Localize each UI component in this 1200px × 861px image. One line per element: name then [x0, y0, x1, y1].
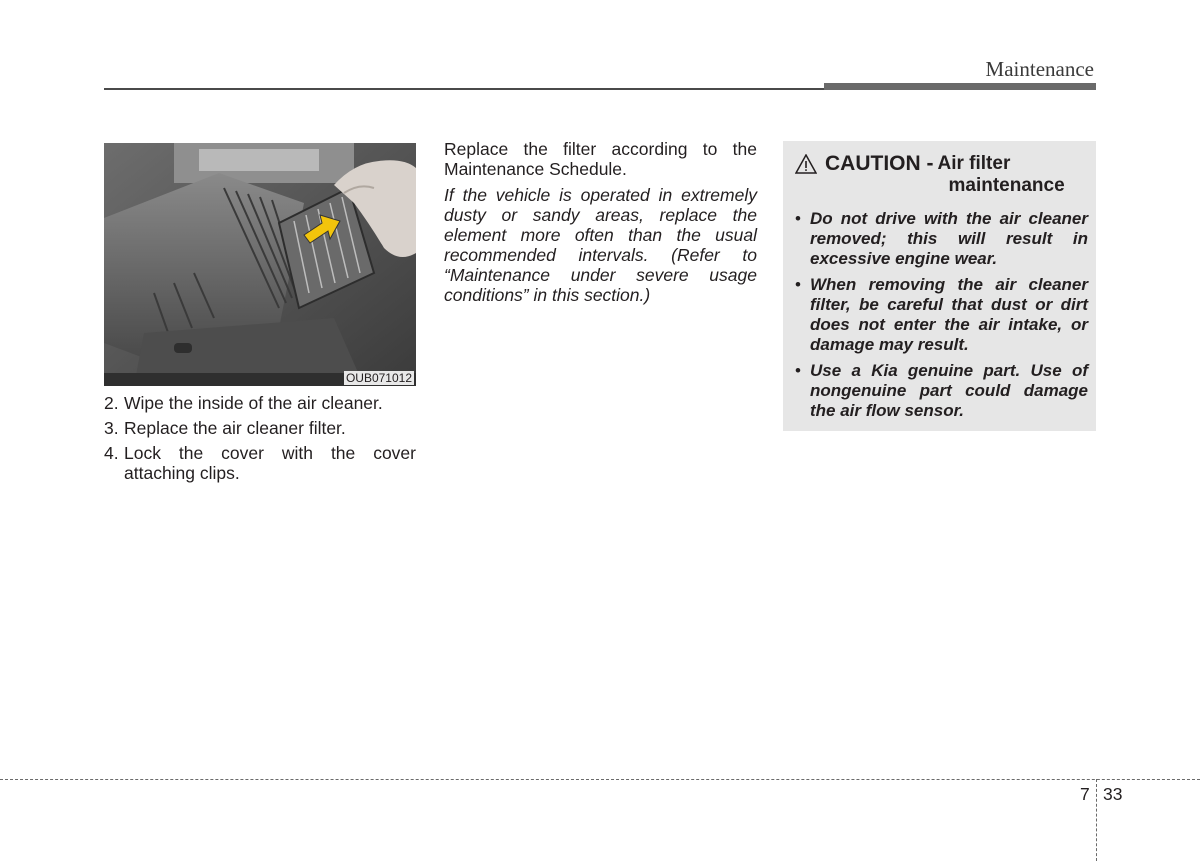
- list-item: [104, 393, 416, 413]
- steps-list: [104, 393, 416, 488]
- list-item: • Do not drive with the air cleaner removed; this will result in excessive engine wear.: [795, 209, 1088, 269]
- list-item: [104, 443, 416, 483]
- step-number: 2.: [104, 393, 119, 413]
- list-item: [104, 418, 416, 438]
- filter-replacement-text: [444, 139, 757, 311]
- caution-label: CAUTION -: [825, 152, 934, 175]
- figure-code: OUB071012: [345, 371, 412, 385]
- step-number: 3.: [104, 418, 119, 438]
- step-text: Wipe the inside of the air cleaner.: [124, 393, 383, 413]
- footer-divider: [1096, 779, 1097, 861]
- header-rule-accent: [824, 83, 1096, 90]
- list-item: • When removing the air cleaner filter, be careful that dust or dirt does not enter the air intake, or damage may result.: [795, 275, 1088, 355]
- footer-rule: [0, 779, 1200, 780]
- air-cleaner-photo: [104, 143, 416, 386]
- warning-triangle-icon: [795, 154, 817, 174]
- section-title: Maintenance: [985, 57, 1094, 81]
- list-item: • Use a Kia genuine part. Use of nongenuine part could damage the air flow sensor.: [795, 361, 1088, 421]
- caution-heading: [795, 153, 1088, 197]
- caution-title-line2: maintenance: [948, 175, 1065, 196]
- step-text: Replace the air cleaner filter.: [124, 418, 346, 438]
- header-rule: [104, 88, 824, 90]
- severe-usage-note: If the vehicle is operated in extremely dusty or sandy areas, replace the element more often than the usual recommended intervals. (Refer to “Maintenance under severe usage conditions” in this section.): [444, 185, 757, 305]
- chapter-number: 7: [1080, 784, 1090, 804]
- step-text: Lock the cover with the cover attaching clips.: [124, 443, 416, 483]
- caution-list: [795, 209, 1088, 421]
- caution-title-line1: Air filter: [937, 153, 1011, 174]
- page-number: 33: [1103, 784, 1123, 804]
- caution-title: [938, 153, 1065, 197]
- caution-box: [783, 141, 1096, 431]
- replace-paragraph: Replace the filter according to the Maintenance Schedule.: [444, 139, 757, 179]
- step-number: 4.: [104, 443, 119, 463]
